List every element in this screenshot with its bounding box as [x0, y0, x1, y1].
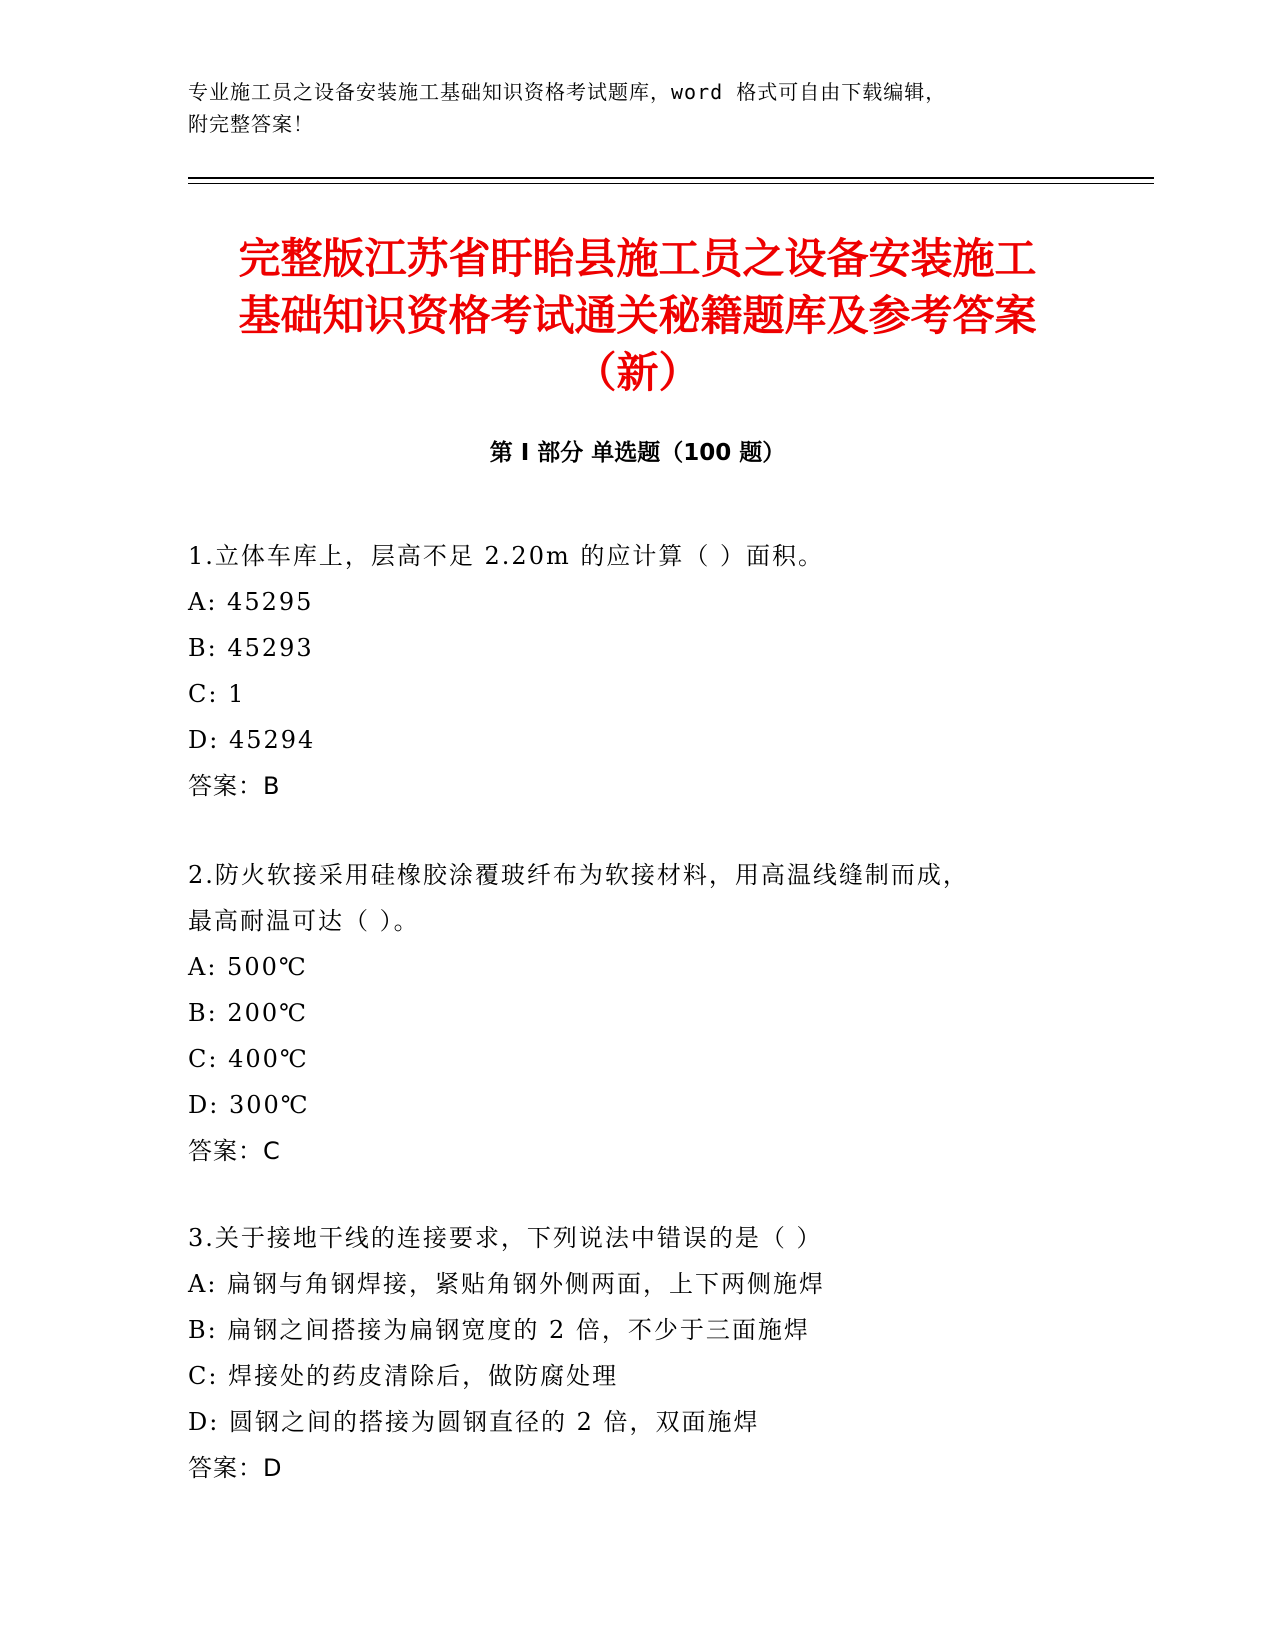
- option-d: D: 300℃: [188, 1091, 310, 1119]
- section-heading: 第 I 部分 单选题（100 题）: [489, 440, 786, 466]
- answer: 答案：B: [188, 772, 281, 800]
- question-1: [188, 533, 1128, 809]
- answer: 答案：D: [188, 1454, 283, 1482]
- answer: 答案：C: [188, 1137, 281, 1165]
- option-a: A: 45295: [188, 588, 314, 616]
- header-divider-thick: [188, 177, 1154, 179]
- question-stem: 2.防火软接采用硅橡胶涂覆玻纤布为软接材料，用高温线缝制而成，: [188, 861, 969, 889]
- question-stem: 3.关于接地干线的连接要求，下列说法中错误的是（ ）: [188, 1224, 823, 1252]
- question-2: [188, 852, 1128, 1174]
- option-a: A: 扁钢与角钢焊接，紧贴角钢外侧两面，上下两侧施焊: [188, 1270, 826, 1298]
- option-d: D: 45294: [188, 726, 316, 754]
- option-c: C: 焊接处的药皮清除后，做防腐处理: [188, 1362, 619, 1390]
- option-b: B: 45293: [188, 634, 314, 662]
- header-divider-thin: [188, 183, 1154, 184]
- option-a: A: 500℃: [188, 953, 308, 981]
- header-note-line-1: 专业施工员之设备安装施工基础知识资格考试题库，word 格式可自由下载编辑，: [188, 80, 947, 104]
- document-title-line-2: 基础知识资格考试通关秘籍题库及参考答案: [238, 291, 1037, 340]
- document-title-line-3: （新）: [574, 348, 701, 397]
- option-b: B: 扁钢之间搭接为扁钢宽度的 2 倍，不少于三面施焊: [188, 1316, 810, 1344]
- question-stem-continued: 最高耐温可达（ ）。: [188, 907, 420, 935]
- option-c: C: 400℃: [188, 1045, 309, 1073]
- option-b: B: 200℃: [188, 999, 309, 1027]
- document-title: [150, 230, 1125, 401]
- document-title-line-1: 完整版江苏省盱眙县施工员之设备安装施工: [238, 234, 1037, 283]
- option-d: D: 圆钢之间的搭接为圆钢直径的 2 倍，双面施焊: [188, 1408, 760, 1436]
- question-3: [188, 1215, 1128, 1491]
- header-note: [188, 76, 1088, 140]
- header-note-line-2: 附完整答案！: [188, 112, 314, 136]
- option-c: C: 1: [188, 680, 246, 708]
- question-stem: 1.立体车库上，层高不足 2.20m 的应计算（ ）面积。: [188, 542, 824, 570]
